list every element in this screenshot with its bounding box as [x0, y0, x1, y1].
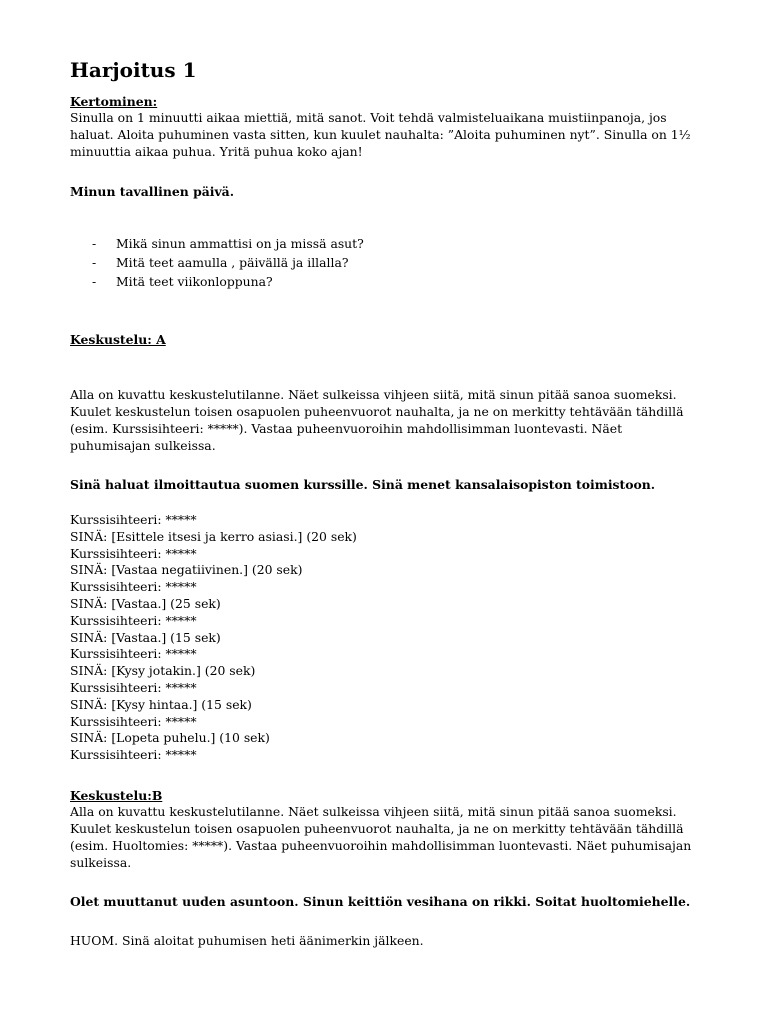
paragraph-line: Alla on kuvattu keskustelutilanne. Näet sulkeissa vihjeen siitä, mitä sinun pitää sanoa suomeksi. [70, 387, 677, 402]
section-heading-kertominen: Kertominen: [70, 94, 158, 109]
speaker: Kurssisihteeri: [70, 512, 162, 527]
dialogue-line [70, 630, 357, 647]
utterance: ***** [165, 512, 197, 527]
dash-marker: - [92, 274, 97, 289]
utterance: [Vastaa.] (15 sek) [111, 629, 221, 645]
dash-marker: - [92, 255, 97, 270]
kertominen-instructions [70, 109, 710, 160]
utterance: ***** [165, 545, 197, 561]
utterance: ***** [165, 646, 197, 662]
speaker: SINÄ: [70, 663, 108, 679]
paragraph-line: puhumisajan sulkeissa. [70, 438, 216, 453]
speaker: Kurssisihteeri: [70, 679, 162, 695]
paragraph-line: Kuulet keskustelun toisen osapuolen puheenvuorot nauhalta, ja ne on merkitty tehtävään tähdillä [70, 821, 684, 836]
dialogue-line [70, 646, 357, 663]
dialogue-line [70, 697, 357, 714]
page-title: Harjoitus 1 [70, 58, 197, 82]
note: HUOM. Sinä aloitat puhumisen heti äänimerkin jälkeen. [70, 933, 424, 948]
speaker: Kurssisihteeri: [70, 713, 162, 729]
paragraph-line: Alla on kuvattu keskustelutilanne. Näet sulkeissa vihjeen siitä, mitä sinun pitää sanoa suomeksi. [70, 804, 677, 819]
utterance: ***** [165, 679, 197, 695]
situation-b: Olet muuttanut uuden asuntoon. Sinun keittiön vesihana on rikki. Soitat huoltomiehelle. [70, 894, 691, 909]
speaker: SINÄ: [70, 696, 108, 712]
dialogue-line [70, 596, 357, 613]
utterance: ***** [165, 579, 197, 595]
speaker: Kurssisihteeri: [70, 579, 162, 595]
paragraph-line: minuuttia aikaa puhua. Yritä puhua koko ajan! [70, 144, 363, 159]
utterance: ***** [165, 612, 197, 628]
dialogue-line [70, 546, 357, 563]
utterance: ***** [165, 713, 197, 729]
utterance: [Vastaa negatiivinen.] (20 sek) [111, 562, 303, 578]
topic-title: Minun tavallinen päivä. [70, 184, 235, 199]
paragraph-line: (esim. Huoltomies: *****). Vastaa puheenvuoroihin mahdollisimman luontevasti. Näet puhumisajan [70, 838, 692, 853]
section-heading-keskustelu-a: Keskustelu: A [70, 332, 166, 347]
dialogue-line [70, 714, 357, 731]
utterance: [Kysy hintaa.] (15 sek) [111, 696, 252, 712]
speaker: SINÄ: [70, 595, 108, 611]
utterance: [Lopeta puhelu.] (10 sek) [111, 730, 270, 746]
speaker: SINÄ: [70, 562, 108, 578]
list-item-text: Mitä teet viikonloppuna? [116, 274, 273, 289]
dialogue-line [70, 730, 357, 747]
dialogue-line [70, 529, 357, 546]
paragraph-line: (esim. Kurssisihteeri: *****). Vastaa puheenvuoroihin mahdollisimman luontevasti. Näet [70, 421, 623, 436]
speaker: SINÄ: [70, 629, 108, 645]
utterance: [Vastaa.] (25 sek) [111, 595, 221, 611]
paragraph-line: sulkeissa. [70, 855, 132, 870]
dialogue-line [70, 747, 357, 764]
list-item-text: Mitä teet aamulla , päivällä ja illalla? [116, 255, 349, 270]
utterance: [Esittele itsesi ja kerro asiasi.] (20 sek) [111, 528, 357, 544]
keskustelu-b-instructions [70, 803, 710, 871]
keskustelu-a-instructions [70, 386, 710, 454]
utterance: [Kysy jotakin.] (20 sek) [111, 663, 256, 679]
list-item-text: Mikä sinun ammattisi on ja missä asut? [116, 236, 364, 251]
utterance: ***** [165, 747, 197, 763]
dialogue-line [70, 579, 357, 596]
list-item [92, 235, 364, 254]
dash-marker: - [92, 236, 97, 251]
speaker: SINÄ: [70, 528, 108, 544]
paragraph-line: haluat. Aloita puhuminen vasta sitten, kun kuulet nauhalta: ”Aloita puhuminen nyt”. Sinulla on 1½ [70, 127, 691, 142]
question-list [92, 235, 364, 292]
speaker: SINÄ: [70, 730, 108, 746]
section-heading-keskustelu-b: Keskustelu:B [70, 788, 163, 803]
speaker: Kurssisihteeri: [70, 646, 162, 662]
dialogue-line [70, 613, 357, 630]
paragraph-line: Kuulet keskustelun toisen osapuolen puheenvuorot nauhalta, ja ne on merkitty tehtävään tähdillä [70, 404, 684, 419]
list-item [92, 273, 364, 292]
dialogue-line [70, 663, 357, 680]
speaker: Kurssisihteeri: [70, 612, 162, 628]
speaker: Kurssisihteeri: [70, 545, 162, 561]
list-item [92, 254, 364, 273]
speaker: Kurssisihteeri: [70, 747, 162, 763]
paragraph-line: Sinulla on 1 minuutti aikaa miettiä, mitä sanot. Voit tehdä valmisteluaikana muistiinpanoja, jos [70, 110, 667, 125]
situation-a: Sinä haluat ilmoittautua suomen kurssille. Sinä menet kansalaisopiston toimistoon. [70, 477, 656, 492]
dialogue-line [70, 562, 357, 579]
dialogue-list [70, 512, 357, 764]
dialogue-line [70, 512, 357, 529]
dialogue-line [70, 680, 357, 697]
